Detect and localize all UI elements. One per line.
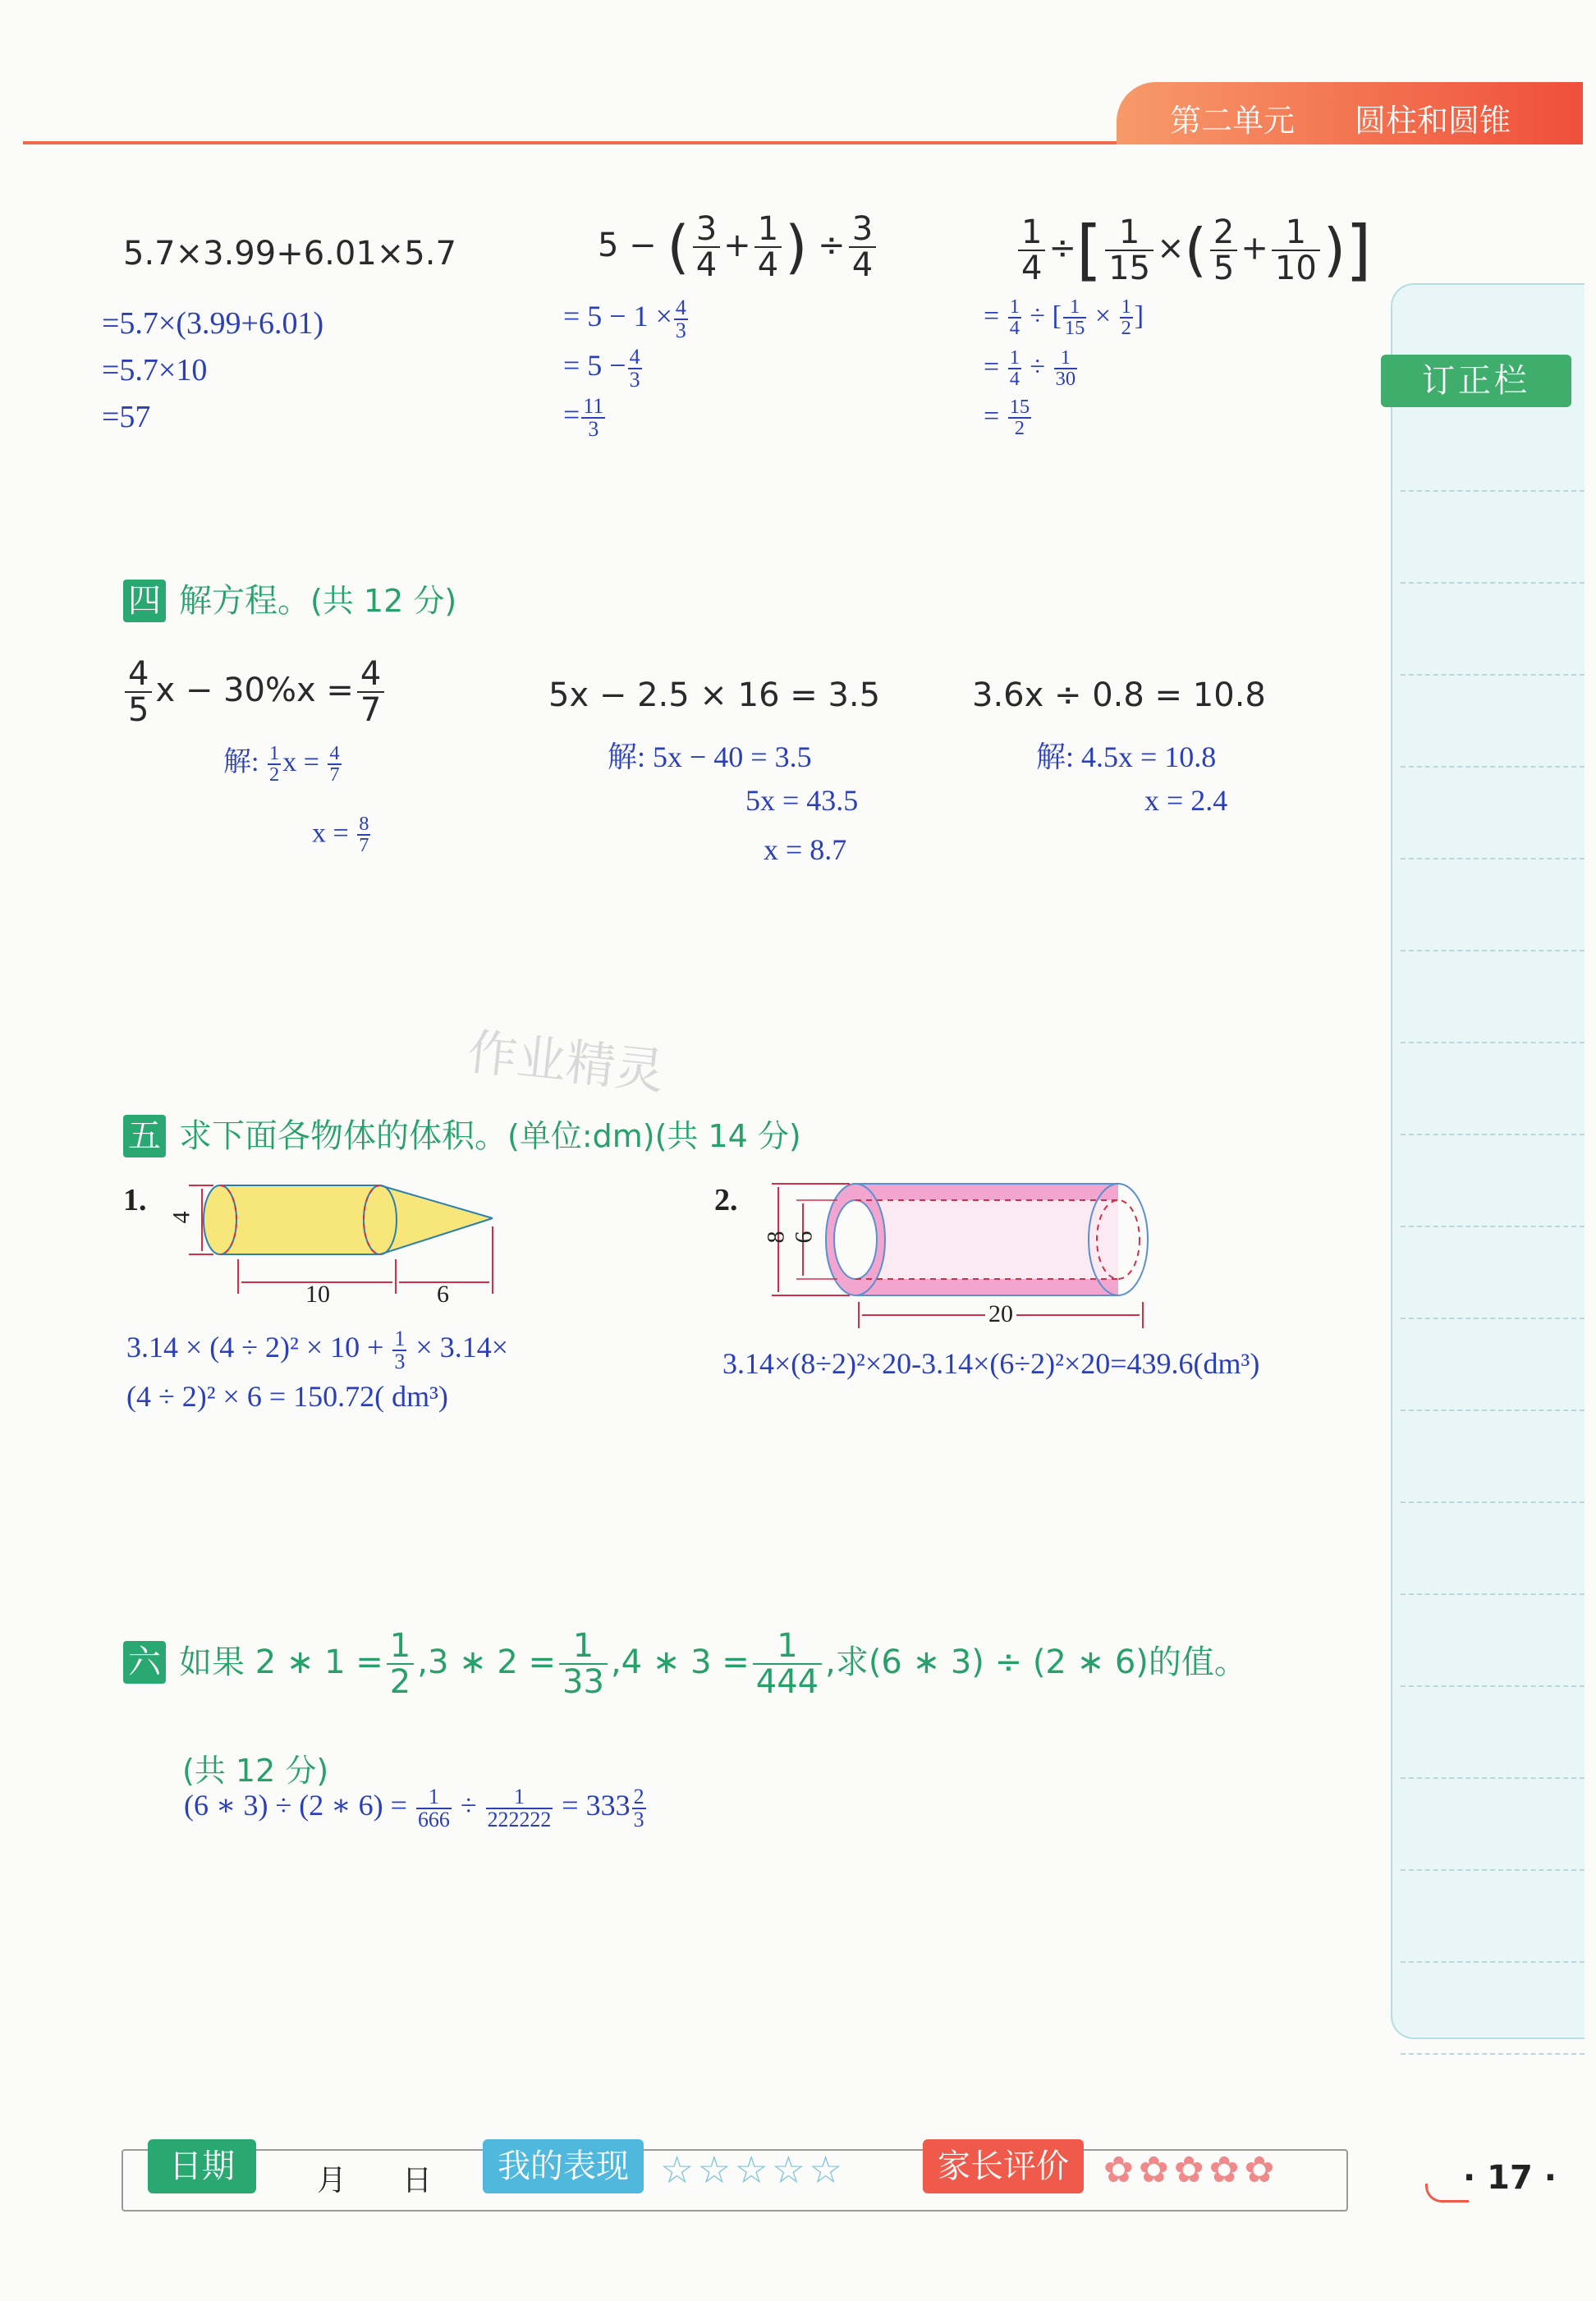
- s5-f2-dim-len: 20: [985, 1300, 1016, 1328]
- correction-rule-line: [1401, 1593, 1585, 1595]
- correction-rule-line: [1401, 1961, 1585, 1963]
- figure-cylinder-cone: [172, 1169, 517, 1325]
- frac: $\frac{3}{4}$: [849, 212, 876, 282]
- s3-p1-line2: =5.7×10: [102, 353, 208, 387]
- s3-p1-line3: =57: [102, 400, 151, 434]
- s3-p1-expr: 5.7×3.99+6.01×5.7: [123, 235, 456, 273]
- correction-rule-line: [1401, 1777, 1585, 1779]
- s3-p3-expr: $\frac{1}{4}$ ÷[ $\frac{1}{15}$ ×( $\frac{2}{5}$ + $\frac{1}{10}$ )]: [1015, 212, 1371, 288]
- footer-day: 日: [402, 2164, 433, 2198]
- s5-title: 求下面各物体的体积。: [179, 1117, 507, 1155]
- s6-answer: (6 ∗ 3) ÷ (2 ∗ 6) = $\frac{1}{666}$ ÷ $\frac{1}{222222}$ = 333 $\frac{2}{3}$: [184, 1785, 644, 1831]
- s4-title: 解方程。: [179, 582, 310, 620]
- s5-f2-label: 2.: [714, 1183, 738, 1217]
- correction-rule-line: [1401, 1501, 1585, 1503]
- s4-e3-line1: 解: 4.5x = 10.8: [1036, 740, 1217, 773]
- s5-f1-answer-line2: (4 ÷ 2)² × 6 = 150.72( dm³): [126, 1380, 448, 1413]
- s5-f1-dim-l1: 10: [305, 1281, 330, 1308]
- correction-rule-line: [1401, 674, 1585, 676]
- s4-e3-line2: x = 2.4: [1144, 784, 1228, 817]
- footer-performance-badge: [483, 2139, 644, 2193]
- s3-p1-line1: =5.7×(3.99+6.01): [102, 306, 324, 341]
- s4-e2-line2: 5x = 43.5: [745, 784, 859, 817]
- correction-rule-line: [1401, 582, 1585, 584]
- s4-heading: [123, 575, 456, 622]
- s3-p2-step2: = 5 − $\frac{4}{3}$: [563, 345, 640, 392]
- s4-e2-line3: x = 8.7: [764, 833, 847, 866]
- frac: $\frac{3}{4}$: [693, 212, 720, 282]
- correction-label-text: 订正栏: [1422, 362, 1530, 400]
- s4-e1-step1: 解: $\frac{1}{2}$ x = $\frac{4}{7}$: [223, 741, 340, 786]
- page-number-curve: [1425, 2184, 1469, 2202]
- section-number-badge: 四: [123, 580, 166, 622]
- correction-rule-line: [1401, 1134, 1585, 1135]
- s6-score: (共 12 分): [182, 1753, 329, 1789]
- footer-performance-label: 我的表现: [498, 2147, 629, 2185]
- s3-p2-step3: = $\frac{11}{3}$: [563, 394, 604, 441]
- s3-p3-step1: = $\frac{1}{4}$ ÷ [ $\frac{1}{15}$ × $\frac{1}{2}$ ]: [984, 296, 1144, 340]
- s4-e2-expr: 5x − 2.5 × 16 = 3.5: [548, 676, 881, 714]
- s5-f2-dim-outer: 8: [762, 1231, 790, 1244]
- s5-f1-answer-line1: 3.14 × (4 ÷ 2)² × 10 + $\frac{1}{3}$ × 3.14×: [126, 1327, 508, 1373]
- s5-f2-dim-inner: 6: [790, 1231, 818, 1244]
- s5-f1-dim-l2: 6: [437, 1281, 449, 1308]
- s4-score: (共 12 分): [310, 583, 457, 619]
- footer-parent-label: 家长评价: [938, 2147, 1069, 2185]
- correction-panel[interactable]: [1391, 283, 1585, 2039]
- s4-e3-expr: 3.6x ÷ 0.8 = 10.8: [972, 676, 1266, 714]
- s3-p3-step2: = $\frac{1}{4}$ ÷ $\frac{1}{30}$: [984, 346, 1076, 391]
- section-number-badge: 六: [123, 1641, 166, 1684]
- watermark: 作业精灵: [465, 1023, 667, 1102]
- s5-score: (单位:dm)(共 14 分): [507, 1118, 801, 1154]
- s3-p3-step3: = $\frac{15}{2}$: [984, 396, 1030, 440]
- header-unit: 第二单元: [1170, 103, 1296, 139]
- correction-rule-line: [1401, 1869, 1585, 1871]
- correction-rule-line: [1401, 950, 1585, 951]
- correction-rule-line: [1401, 858, 1585, 859]
- s5-f1-label: 1.: [123, 1183, 147, 1217]
- s4-e1-step2: x = $\frac{8}{7}$: [312, 813, 369, 857]
- flower-rating[interactable]: ✿✿✿✿✿: [1103, 2149, 1280, 2191]
- correction-rule-line: [1401, 1042, 1585, 1043]
- correction-rule-line: [1401, 1409, 1585, 1411]
- footer-date-badge: [148, 2139, 256, 2193]
- page-number: · 17 ·: [1463, 2159, 1557, 2197]
- s4-e1-expr: $\frac{4}{5}$ x − 30%x = $\frac{4}{7}$: [122, 657, 388, 727]
- s6-question: 六 如果 2 ∗ 1 = $\frac{1}{2}$ ,3 ∗ 2 = $\frac{1}{33}$ ,4 ∗ 3 = $\frac{1}{444}$ ,求(6 ∗ 3) ÷ (2 ∗ 6)的值。: [123, 1629, 1247, 1699]
- s3-p2-lead: 5 −: [598, 227, 657, 264]
- correction-rule-line: [1401, 1685, 1585, 1687]
- star-rating[interactable]: ☆☆☆☆☆: [660, 2147, 846, 2192]
- s5-f2-answer: 3.14×(8÷2)²×20-3.14×(6÷2)²×20=439.6(dm³): [722, 1347, 1260, 1380]
- correction-rule-line: [1401, 1226, 1585, 1227]
- correction-rule-line: [1401, 2053, 1585, 2055]
- frac: $\frac{1}{4}$: [754, 212, 782, 282]
- footer-date-label: 日期: [169, 2147, 235, 2185]
- figure-hollow-cylinder: [755, 1167, 1199, 1332]
- s3-p2-step1: = 5 − 1 × $\frac{4}{3}$: [563, 296, 686, 342]
- header-topic: 圆柱和圆锥: [1355, 103, 1511, 139]
- footer-month: 月: [317, 2164, 347, 2198]
- s5-f1-dim-d: 4: [167, 1211, 195, 1224]
- s3-p2-expr: 5 − ( $\frac{3}{4}$ + $\frac{1}{4}$ ) ÷ $\frac{3}{4}$: [598, 212, 879, 282]
- correction-label: [1381, 355, 1571, 407]
- s5-heading: [123, 1110, 801, 1157]
- correction-rule-line: [1401, 766, 1585, 768]
- section-number-badge: 五: [123, 1115, 166, 1157]
- correction-rule-line: [1401, 490, 1585, 492]
- s4-e2-line1: 解: 5x − 40 = 3.5: [608, 740, 812, 773]
- footer-parent-badge: [923, 2139, 1084, 2193]
- correction-rule-line: [1401, 1318, 1585, 1319]
